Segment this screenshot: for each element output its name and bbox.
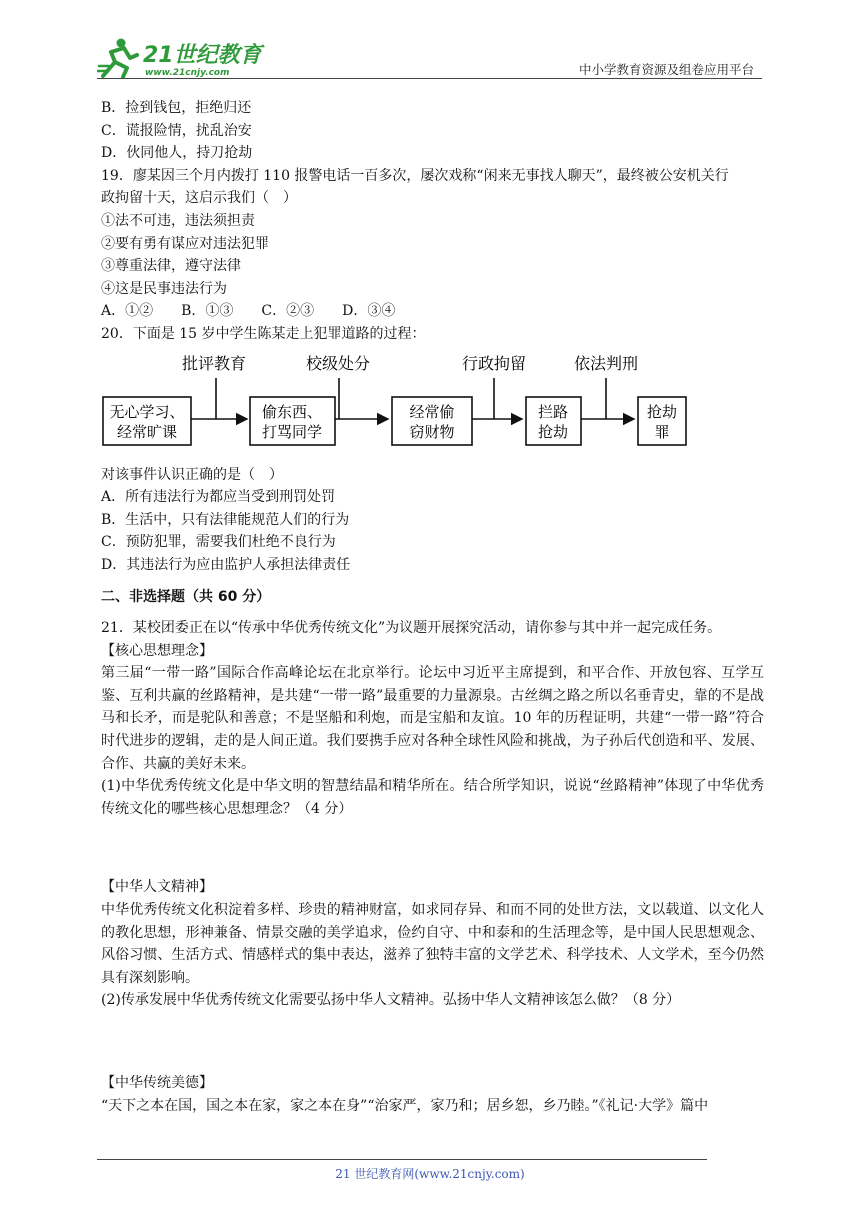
logo-text: 21世纪教育 [143, 43, 262, 68]
q21-intro: 21．某校团委正在以“传承中华优秀传统文化”为议题开展探究活动，请你参与其中并一起完成任务。 [101, 620, 722, 637]
flow-box-text: 无心学习、 [109, 402, 185, 421]
q21-part3-text: “天下之本在国，国之本在家，家之本在身”“治家严，家乃和；居乡恕，乡乃睦。”《礼记·大学》篇中 [101, 1097, 709, 1114]
q20-option-b: B．生活中，只有法律能规范人们的行为 [101, 511, 350, 528]
q21-question-2: (2)传承发展中华优秀传统文化需要弘扬中华人文精神。弘扬中华人文精神该怎么做？（8 分） [101, 992, 681, 1009]
flow-box-frequent-theft [392, 397, 472, 445]
q19-options: A．①② B．①③ C．②③ D．③④ [101, 303, 396, 320]
q21-part1-text: 第三届“一带一路”国际合作高峰论坛在北京举行。论坛中习近平主席提到，和平合作、开放包容、互学互鉴、互利共赢的丝路精神，是共建“一带一路”最重要的力量源泉。古丝绸之路之所以名垂青史，靠的不是战马和长矛，而是驼队和善意；不是坚船和利炮，而是宝船和友谊。10 年的历程证明，共建“一带一路”符合时代进步的逻辑，走的是人间正道。我们要携手应对各种全球性风险和挑战，为子孙后代创造和平、发展、合作、共赢的美好未来。 [101, 665, 764, 772]
q21-question-1: (1)中华优秀传统文化是中华文明的智慧结晶和精华所在。结合所学知识，说说“丝路精神”体现了中华优秀传统文化的哪些核心思想理念？（4 分） [101, 778, 764, 817]
flow-label-text: 行政拘留 [461, 353, 527, 373]
q19-statement-2: ②要有勇有谋应对违法犯罪 [101, 235, 269, 252]
q19-statement-1: ①法不可违，违法须担责 [101, 212, 255, 229]
section-title-non-choice: 二、非选择题（共 60 分） [101, 588, 271, 605]
flow-label-administrative-detention [462, 354, 526, 373]
footer-source: 21 世纪教育网(www.21cnjy.com) [335, 1167, 525, 1181]
page-header [97, 30, 762, 80]
flow-box-robbery-crime [638, 397, 686, 445]
q21-part1-title: 【核心思想理念】 [101, 642, 213, 659]
flow-box-text: 抢劫 [537, 422, 569, 441]
q19-stem-line2: 政拘留十天，这启示我们（ ） [101, 190, 297, 207]
q20-prompt: 对该事件认识正确的是（ ） [101, 466, 283, 483]
q19-stem-line1: 19．廖某因三个月内拨打 110 报警电话一百多次，屡次戏称“闲来无事找人聊天”，最终被公安机关行 [101, 167, 729, 184]
site-logo [97, 36, 267, 78]
flow-box-highway-robbery [526, 397, 581, 445]
q20-option-c: C．预防犯罪，需要我们杜绝不良行为 [101, 534, 336, 551]
flow-box-text: 抢劫 [646, 402, 678, 421]
answer-space [101, 820, 764, 876]
flow-box-text: 拦路 [537, 402, 569, 421]
q21-part3-title: 【中华传统美德】 [101, 1075, 213, 1091]
flow-label-text: 依法判刑 [573, 353, 639, 373]
flow-box-text: 窃财物 [409, 422, 455, 441]
flow-box-text: 经常旷课 [116, 422, 178, 441]
answer-space [101, 1012, 764, 1072]
q20-stem: 20．下面是 15 岁中学生陈某走上犯罪道路的过程： [101, 325, 426, 342]
flow-label-text: 批评教育 [181, 353, 247, 373]
q20-option-d: D．其违法行为应由监护人承担法律责任 [101, 556, 351, 573]
runner-icon [97, 39, 137, 78]
flow-box-text: 罪 [654, 422, 670, 441]
flow-box-text: 经常偷 [409, 402, 455, 421]
flow-label-criticism [182, 354, 246, 373]
q18-option-b: B．捡到钱包，拒绝归还 [101, 100, 252, 116]
header-divider [97, 78, 762, 79]
flow-box-text: 打骂同学 [261, 422, 323, 441]
flow-label-text: 校级处分 [305, 353, 371, 373]
q21-part2-title: 【中华人文精神】 [101, 879, 213, 896]
document-body [101, 97, 764, 1117]
q20-option-a: A．所有违法行为都应当受到刑罚处罚 [101, 489, 336, 506]
crime-path-flowchart [101, 348, 764, 460]
q18-option-d: D．伙同他人，持刀抢劫 [101, 145, 253, 162]
footer-divider [97, 1159, 707, 1160]
flow-box-steal-fight [250, 397, 335, 445]
flow-label-sentencing [574, 354, 638, 373]
q21-part2-text: 中华优秀传统文化积淀着多样、珍贵的精神财富，如求同存异、和而不同的处世方法，文以载道、以文化人的教化思想，形神兼备、情景交融的美学追求，俭约自守、中和泰和的生活理念等，是中国人民思想观念、风俗习惯、生活方式、情感样式的集中表达，滋养了独特丰富的文学艺术、科学技术、人文学术，至今仍然具有深刻影响。 [101, 902, 764, 986]
flow-box-text: 偷东西、 [261, 402, 323, 421]
q19-statement-4: ④这是民事违法行为 [101, 280, 227, 297]
flow-label-school-discipline [306, 354, 370, 373]
flow-box-skip-class [103, 397, 191, 445]
q19-statement-3: ③尊重法律，遵守法律 [101, 258, 241, 275]
q18-option-c: C．谎报险情，扰乱治安 [101, 122, 252, 139]
site-name: 中小学教育资源及组卷应用平台 [578, 62, 754, 77]
logo-url: www.21cnjy.com [145, 68, 230, 78]
